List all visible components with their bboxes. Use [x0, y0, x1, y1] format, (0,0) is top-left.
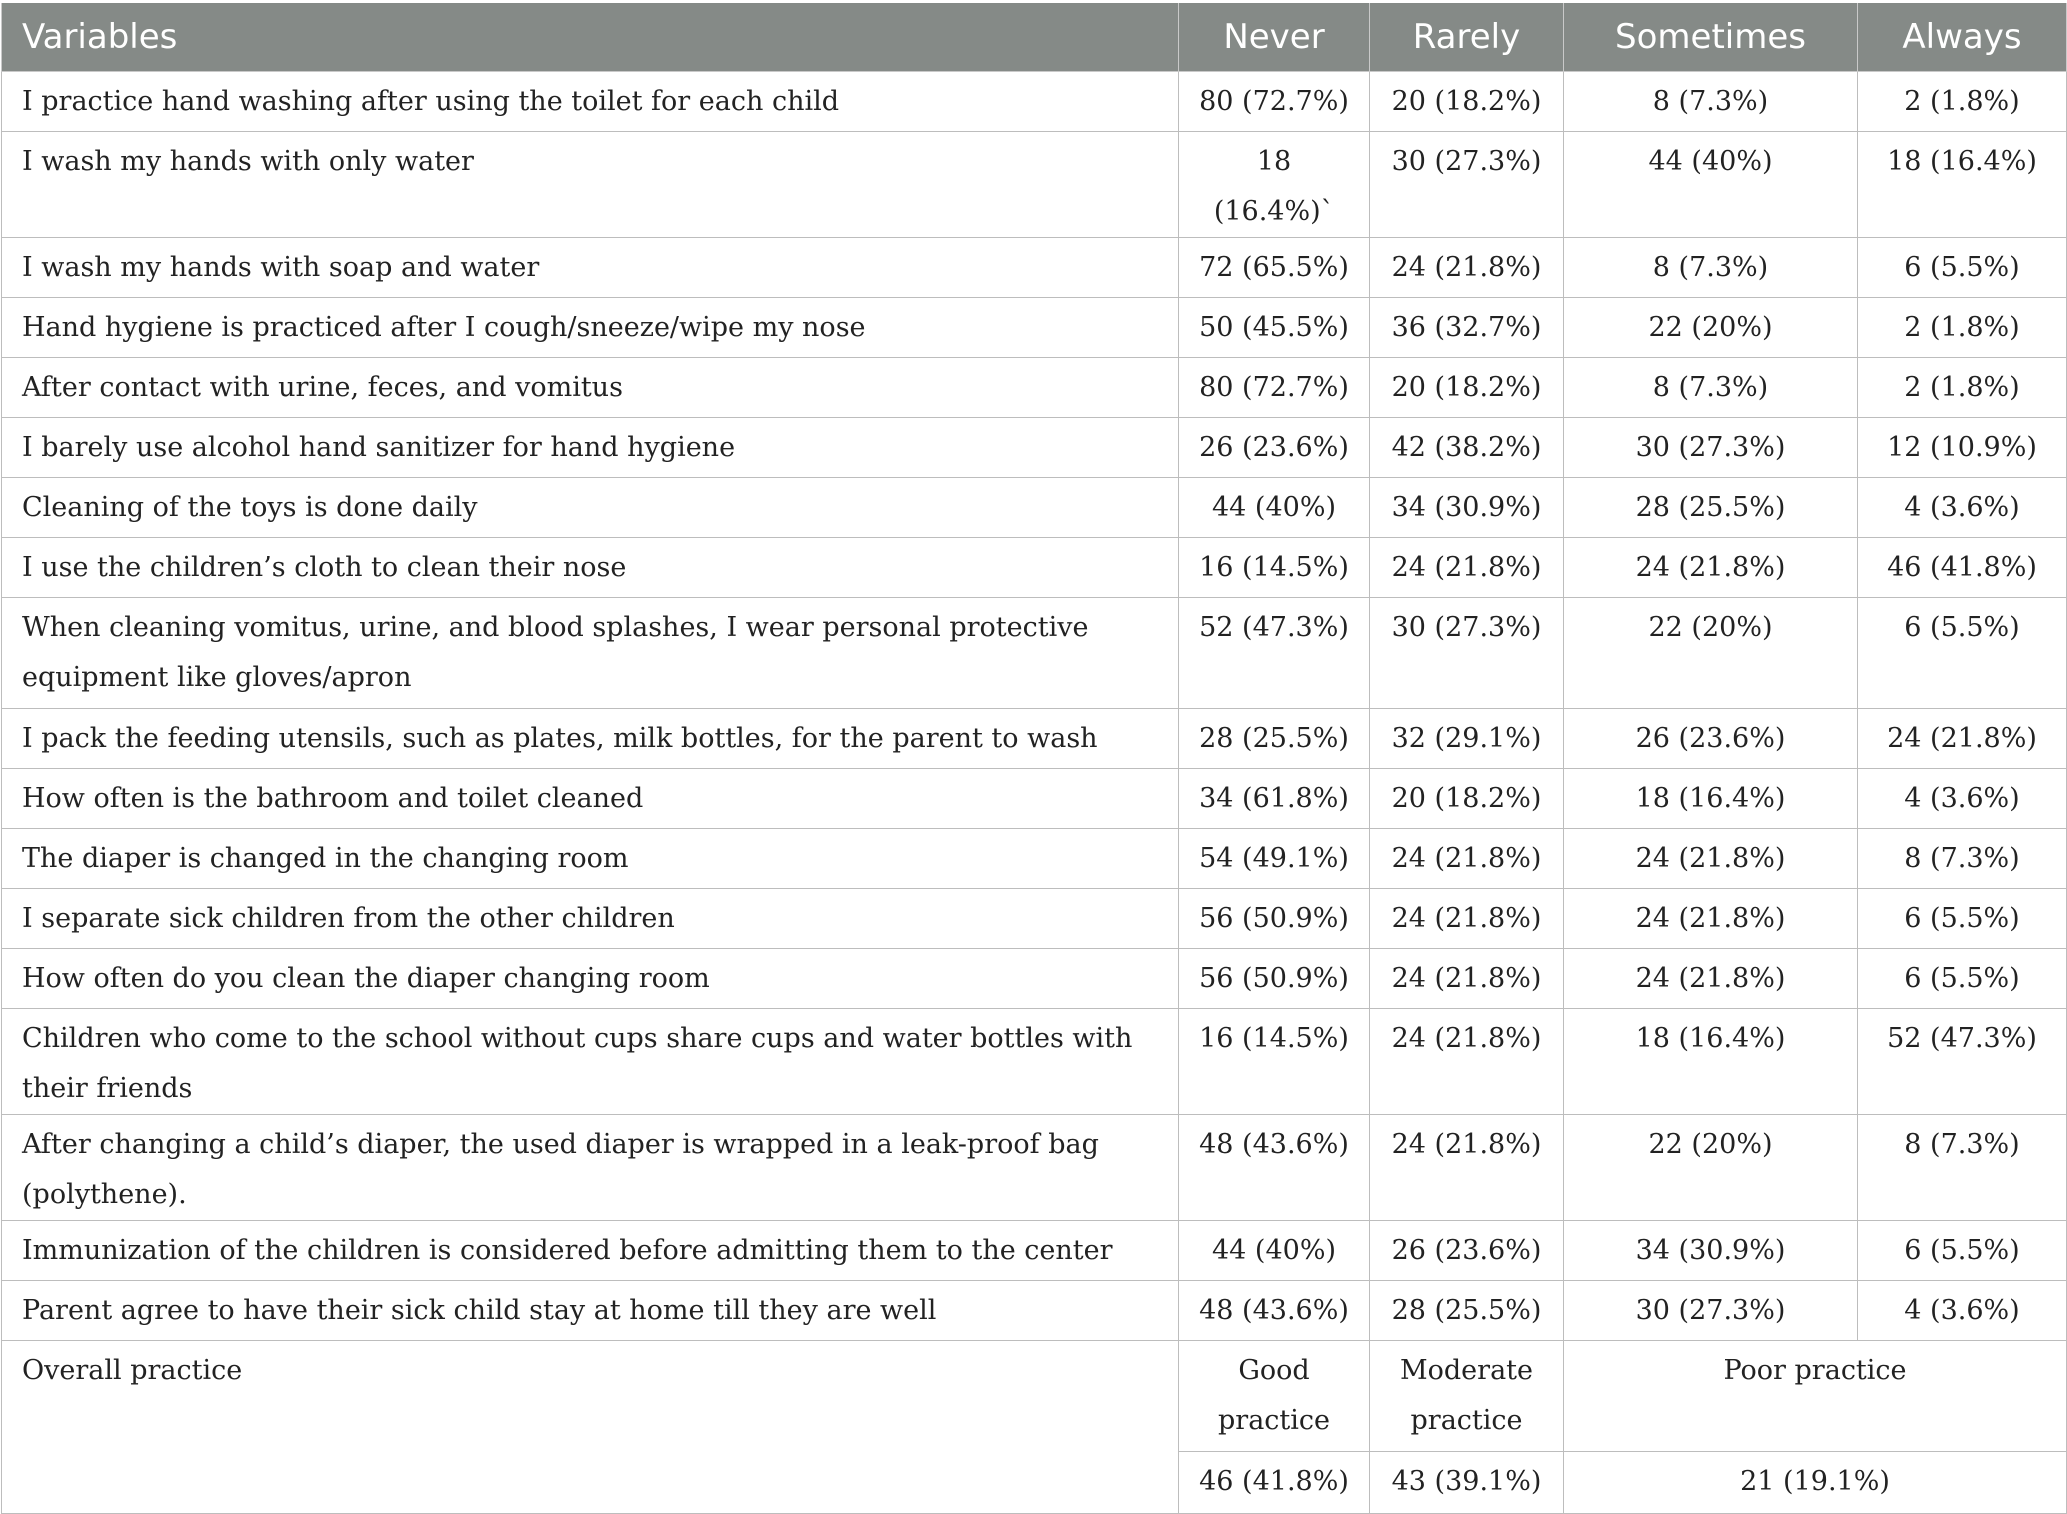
cell-never: 56 (50.9%)	[1179, 949, 1370, 1009]
moderate-practice-label: Moderate practice	[1370, 1341, 1564, 1452]
cell-rarely: 30 (27.3%)	[1370, 598, 1564, 709]
cell-sometimes: 30 (27.3%)	[1564, 418, 1858, 478]
cell-sometimes: 8 (7.3%)	[1564, 238, 1858, 298]
cell-sometimes: 26 (23.6%)	[1564, 709, 1858, 769]
cell-sometimes: 22 (20%)	[1564, 1115, 1858, 1221]
cell-rarely: 42 (38.2%)	[1370, 418, 1564, 478]
cell-rarely: 24 (21.8%)	[1370, 949, 1564, 1009]
cell-always: 52 (47.3%)	[1858, 1009, 2067, 1115]
cell-never: 48 (43.6%)	[1179, 1281, 1370, 1341]
cell-variable: Children who come to the school without cups share cups and water bottles with their friends	[2, 1009, 1179, 1115]
cell-rarely: 24 (21.8%)	[1370, 829, 1564, 889]
practice-table-container	[1, 3, 2066, 1514]
cell-always: 6 (5.5%)	[1858, 598, 2067, 709]
cell-sometimes: 44 (40%)	[1564, 132, 1858, 238]
cell-variable: Hand hygiene is practiced after I cough/sneeze/wipe my nose	[2, 298, 1179, 358]
cell-variable: When cleaning vomitus, urine, and blood splashes, I wear personal protective equipment like gloves/apron	[2, 598, 1179, 709]
cell-rarely: 30 (27.3%)	[1370, 132, 1564, 238]
cell-rarely: 28 (25.5%)	[1370, 1281, 1564, 1341]
cell-always: 8 (7.3%)	[1858, 829, 2067, 889]
table-row	[2, 238, 2067, 298]
header-rarely: Rarely	[1370, 3, 1564, 72]
header-variables: Variables	[2, 3, 1179, 72]
overall-labels-row	[2, 1341, 2067, 1452]
cell-never: 80 (72.7%)	[1179, 358, 1370, 418]
cell-always: 8 (7.3%)	[1858, 1115, 2067, 1221]
table-row	[2, 358, 2067, 418]
cell-sometimes: 28 (25.5%)	[1564, 478, 1858, 538]
header-row	[2, 3, 2067, 72]
cell-sometimes: 34 (30.9%)	[1564, 1221, 1858, 1281]
cell-never: 80 (72.7%)	[1179, 72, 1370, 132]
cell-always: 2 (1.8%)	[1858, 358, 2067, 418]
table-row	[2, 1281, 2067, 1341]
cell-always: 6 (5.5%)	[1858, 949, 2067, 1009]
moderate-practice-value: 43 (39.1%)	[1370, 1452, 1564, 1514]
cell-rarely: 34 (30.9%)	[1370, 478, 1564, 538]
cell-sometimes: 24 (21.8%)	[1564, 829, 1858, 889]
cell-sometimes: 30 (27.3%)	[1564, 1281, 1858, 1341]
table-row	[2, 72, 2067, 132]
cell-never: 18 (16.4%)`	[1179, 132, 1370, 238]
cell-always: 4 (3.6%)	[1858, 769, 2067, 829]
cell-variable: How often is the bathroom and toilet cleaned	[2, 769, 1179, 829]
cell-sometimes: 22 (20%)	[1564, 598, 1858, 709]
table-row	[2, 949, 2067, 1009]
cell-always: 4 (3.6%)	[1858, 1281, 2067, 1341]
header-sometimes: Sometimes	[1564, 3, 1858, 72]
table-row	[2, 1221, 2067, 1281]
cell-variable: I pack the feeding utensils, such as plates, milk bottles, for the parent to wash	[2, 709, 1179, 769]
table-row	[2, 709, 2067, 769]
cell-never: 50 (45.5%)	[1179, 298, 1370, 358]
overall-practice-label: Overall practice	[2, 1341, 1179, 1514]
cell-always: 6 (5.5%)	[1858, 889, 2067, 949]
cell-sometimes: 24 (21.8%)	[1564, 538, 1858, 598]
table-row	[2, 418, 2067, 478]
cell-never: 28 (25.5%)	[1179, 709, 1370, 769]
good-practice-value: 46 (41.8%)	[1179, 1452, 1370, 1514]
cell-variable: I use the children’s cloth to clean their nose	[2, 538, 1179, 598]
table-body	[2, 72, 2067, 1514]
cell-always: 2 (1.8%)	[1858, 72, 2067, 132]
cell-rarely: 24 (21.8%)	[1370, 889, 1564, 949]
cell-variable: Cleaning of the toys is done daily	[2, 478, 1179, 538]
cell-always: 2 (1.8%)	[1858, 298, 2067, 358]
cell-never: 16 (14.5%)	[1179, 538, 1370, 598]
cell-sometimes: 18 (16.4%)	[1564, 769, 1858, 829]
table-row	[2, 478, 2067, 538]
cell-rarely: 24 (21.8%)	[1370, 1009, 1564, 1115]
cell-variable: I separate sick children from the other children	[2, 889, 1179, 949]
cell-rarely: 24 (21.8%)	[1370, 1115, 1564, 1221]
cell-never: 52 (47.3%)	[1179, 598, 1370, 709]
header-never: Never	[1179, 3, 1370, 72]
cell-always: 6 (5.5%)	[1858, 1221, 2067, 1281]
cell-variable: How often do you clean the diaper changing room	[2, 949, 1179, 1009]
cell-variable: I barely use alcohol hand sanitizer for hand hygiene	[2, 418, 1179, 478]
cell-never: 54 (49.1%)	[1179, 829, 1370, 889]
cell-never: 26 (23.6%)	[1179, 418, 1370, 478]
cell-sometimes: 24 (21.8%)	[1564, 949, 1858, 1009]
table-row	[2, 1115, 2067, 1221]
poor-practice-value: 21 (19.1%)	[1564, 1452, 2067, 1514]
cell-never: 48 (43.6%)	[1179, 1115, 1370, 1221]
cell-rarely: 36 (32.7%)	[1370, 298, 1564, 358]
cell-sometimes: 24 (21.8%)	[1564, 889, 1858, 949]
cell-always: 6 (5.5%)	[1858, 238, 2067, 298]
table-header	[2, 3, 2067, 72]
cell-variable: Parent agree to have their sick child stay at home till they are well	[2, 1281, 1179, 1341]
cell-always: 12 (10.9%)	[1858, 418, 2067, 478]
cell-rarely: 24 (21.8%)	[1370, 238, 1564, 298]
table-row	[2, 538, 2067, 598]
header-always: Always	[1858, 3, 2067, 72]
cell-never: 44 (40%)	[1179, 1221, 1370, 1281]
cell-variable: After contact with urine, feces, and vomitus	[2, 358, 1179, 418]
table-row	[2, 829, 2067, 889]
cell-always: 18 (16.4%)	[1858, 132, 2067, 238]
poor-practice-label: Poor practice	[1564, 1341, 2067, 1452]
cell-rarely: 24 (21.8%)	[1370, 538, 1564, 598]
cell-variable: I wash my hands with only water	[2, 132, 1179, 238]
cell-rarely: 32 (29.1%)	[1370, 709, 1564, 769]
cell-sometimes: 18 (16.4%)	[1564, 1009, 1858, 1115]
table-row	[2, 132, 2067, 238]
table-row	[2, 1009, 2067, 1115]
cell-rarely: 20 (18.2%)	[1370, 769, 1564, 829]
table-row	[2, 889, 2067, 949]
cell-never: 34 (61.8%)	[1179, 769, 1370, 829]
cell-sometimes: 8 (7.3%)	[1564, 72, 1858, 132]
cell-always: 46 (41.8%)	[1858, 538, 2067, 598]
cell-rarely: 20 (18.2%)	[1370, 358, 1564, 418]
cell-always: 4 (3.6%)	[1858, 478, 2067, 538]
table-row	[2, 598, 2067, 709]
table-row	[2, 298, 2067, 358]
practice-table	[1, 3, 2067, 1514]
cell-always: 24 (21.8%)	[1858, 709, 2067, 769]
cell-sometimes: 22 (20%)	[1564, 298, 1858, 358]
good-practice-label: Good practice	[1179, 1341, 1370, 1452]
cell-rarely: 26 (23.6%)	[1370, 1221, 1564, 1281]
cell-variable: The diaper is changed in the changing room	[2, 829, 1179, 889]
table-row	[2, 769, 2067, 829]
cell-variable: I practice hand washing after using the toilet for each child	[2, 72, 1179, 132]
cell-never: 16 (14.5%)	[1179, 1009, 1370, 1115]
cell-variable: After changing a child’s diaper, the used diaper is wrapped in a leak-proof bag (polythene).	[2, 1115, 1179, 1221]
cell-variable: I wash my hands with soap and water	[2, 238, 1179, 298]
cell-never: 44 (40%)	[1179, 478, 1370, 538]
cell-variable: Immunization of the children is considered before admitting them to the center	[2, 1221, 1179, 1281]
cell-never: 56 (50.9%)	[1179, 889, 1370, 949]
cell-sometimes: 8 (7.3%)	[1564, 358, 1858, 418]
cell-never: 72 (65.5%)	[1179, 238, 1370, 298]
cell-rarely: 20 (18.2%)	[1370, 72, 1564, 132]
